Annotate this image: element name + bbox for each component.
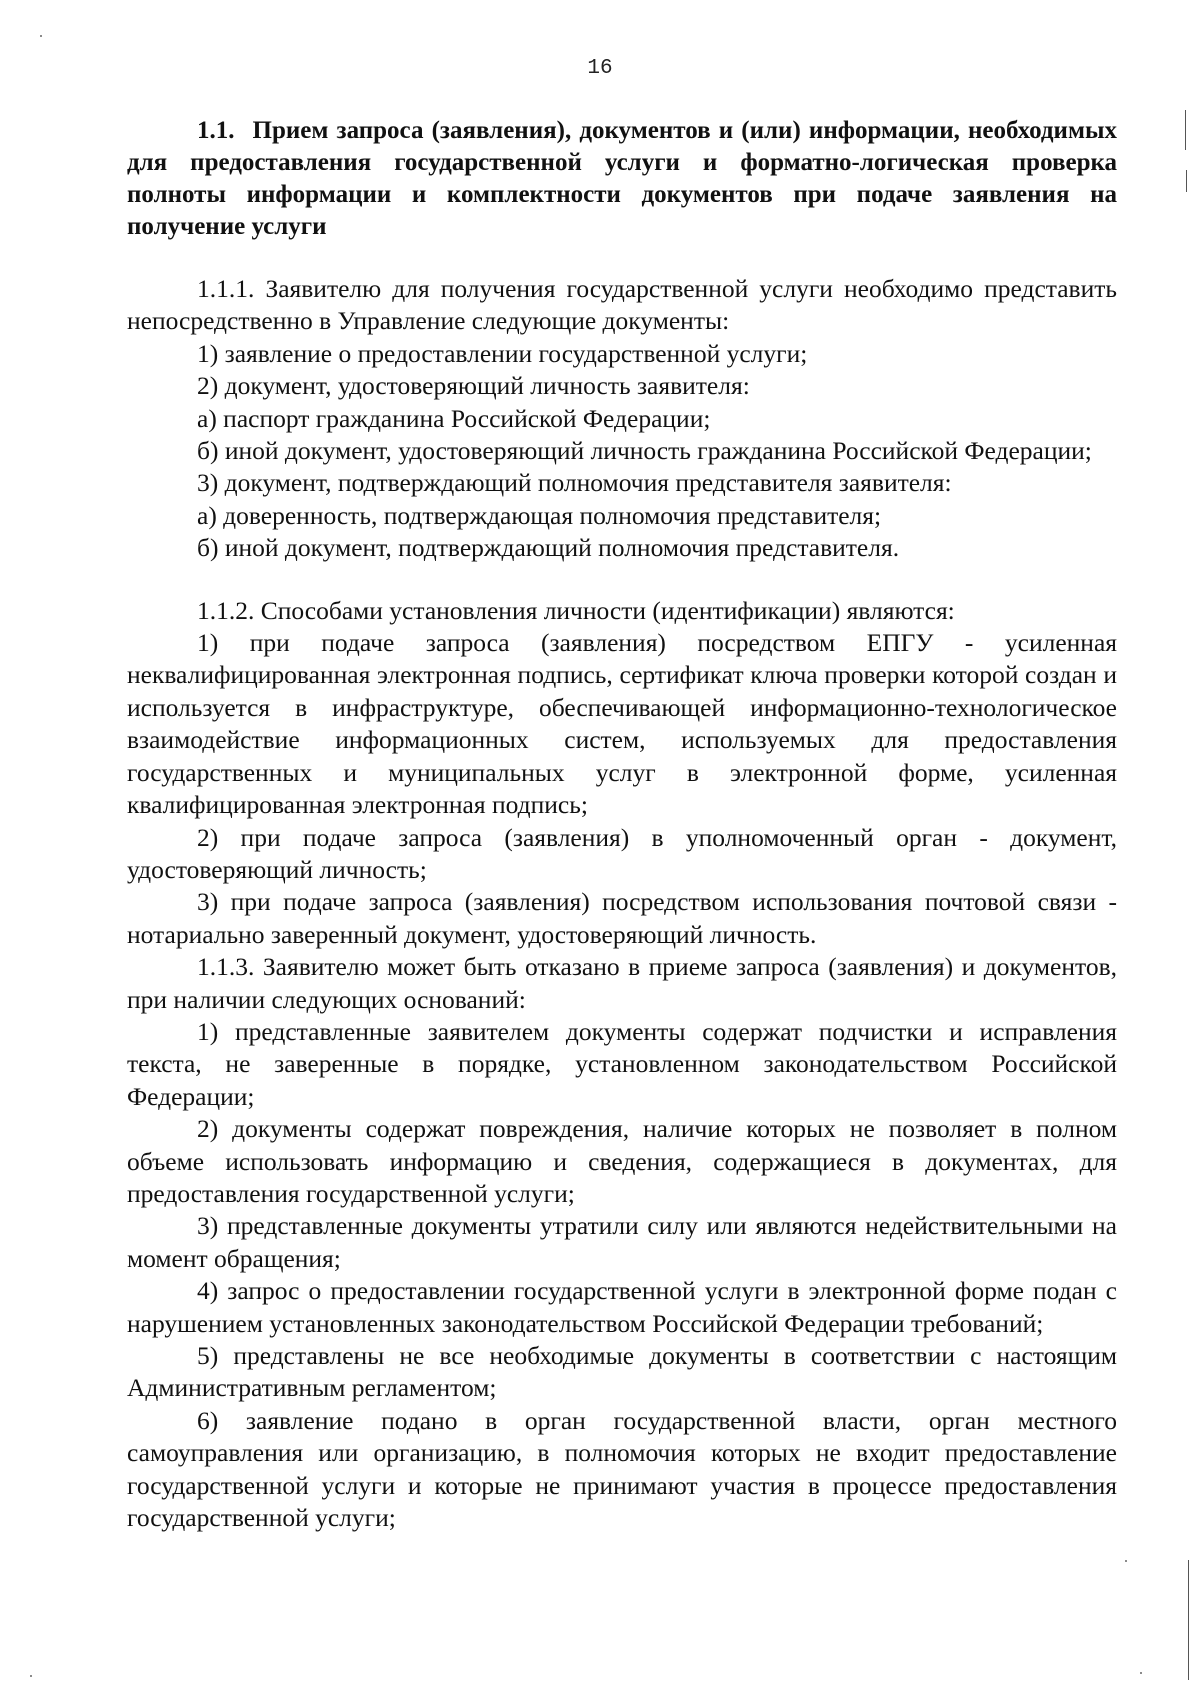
list-item: 1) представленные заявителем документы содержат подчистки и исправления текста, не заверенные в порядке, установленном законодательством Российской Федерации; (127, 1016, 1117, 1111)
scan-speck (1125, 1560, 1127, 1562)
scan-speck (30, 1675, 32, 1677)
list-item: а) доверенность, подтверждающая полномочия представителя; (197, 500, 882, 530)
list-item: 3) при подаче запроса (заявления) посредством использования почтовой связи - нотариально заверенный документ, удостоверяющий личность. (127, 887, 1117, 949)
paragraph-1-1-3: 1.1.3. Заявителю может быть отказано в приеме запроса (заявления) и документов, при наличии следующих оснований: (127, 952, 1117, 1014)
paragraph-1-1-2: 1.1.2. Способами установления личности (идентификации) являются: (197, 595, 955, 625)
list-item: 2) при подаче запроса (заявления) в уполномоченный орган - документ, удостоверяющий личность; (127, 822, 1117, 884)
paragraph-1-1-1: 1.1.1. Заявителю для получения государственной услуги необходимо представить непосредственно в Управление следующие документы: (127, 274, 1117, 336)
list-item: 6) заявление подано в орган государственной власти, орган местного самоуправления или организацию, в полномочия которых не входит предоставление государственной услуги и которые не принимают участия в процессе предоставления государственной услуги; (127, 1405, 1117, 1533)
list-item: б) иной документ, удостоверяющий личность гражданина Российской Федерации; (197, 436, 1092, 466)
list-item: 4) запрос о предоставлении государственной услуги в электронной форме подан с нарушением установленных законодательством Российской Федерации требований; (127, 1276, 1117, 1338)
scan-speck (40, 35, 42, 37)
page-number: 16 (587, 57, 613, 80)
list-item: 2) документы содержат повреждения, наличие которых не позволяет в полном объеме использовать информацию и сведения, содержащиеся в документах, для предоставления государственной услуги; (127, 1114, 1117, 1208)
document-body (127, 115, 1117, 1534)
section-heading (127, 115, 1117, 243)
scan-speck (1140, 1672, 1142, 1674)
list-item: 5) представлены не все необходимые документы в соответствии с настоящим Административным регламентом; (127, 1341, 1117, 1403)
scan-margin-line (1186, 170, 1187, 192)
list-item: а) паспорт гражданина Российской Федерации; (197, 403, 711, 433)
list-item: 2) документ, удостоверяющий личность заявителя: (197, 371, 750, 401)
section-title: Прием запроса (заявления), документов и (или) информации, необходимых для предоставления государственной услуги и форматно-логическая проверка полноты информации и комплектности документов при подаче заявления на получение услуги (127, 117, 1117, 240)
section-number: 1.1. (197, 117, 235, 144)
list-item: 1) заявление о предоставлении государственной услуги; (197, 338, 808, 368)
list-item: 1) при подаче запроса (заявления) посредством ЕПГУ - усиленная неквалифицированная электронная подпись, сертификат ключа проверки которой создан и используется в инфраструктуре, обеспечивающей информационно-технологическое взаимодействие информационных систем, используемых для предоставления государственных и муниципальных услуг в электронной форме, усиленная квалифицированная электронная подпись; (127, 628, 1117, 820)
list-item: 3) представленные документы утратили силу или являются недействительными на момент обращения; (127, 1211, 1117, 1273)
scan-margin-line (1185, 110, 1186, 150)
list-item: 3) документ, подтверждающий полномочия представителя заявителя: (197, 468, 952, 498)
scan-margin-line (1188, 1560, 1189, 1680)
list-item: б) иной документ, подтверждающий полномочия представителя. (197, 533, 900, 563)
